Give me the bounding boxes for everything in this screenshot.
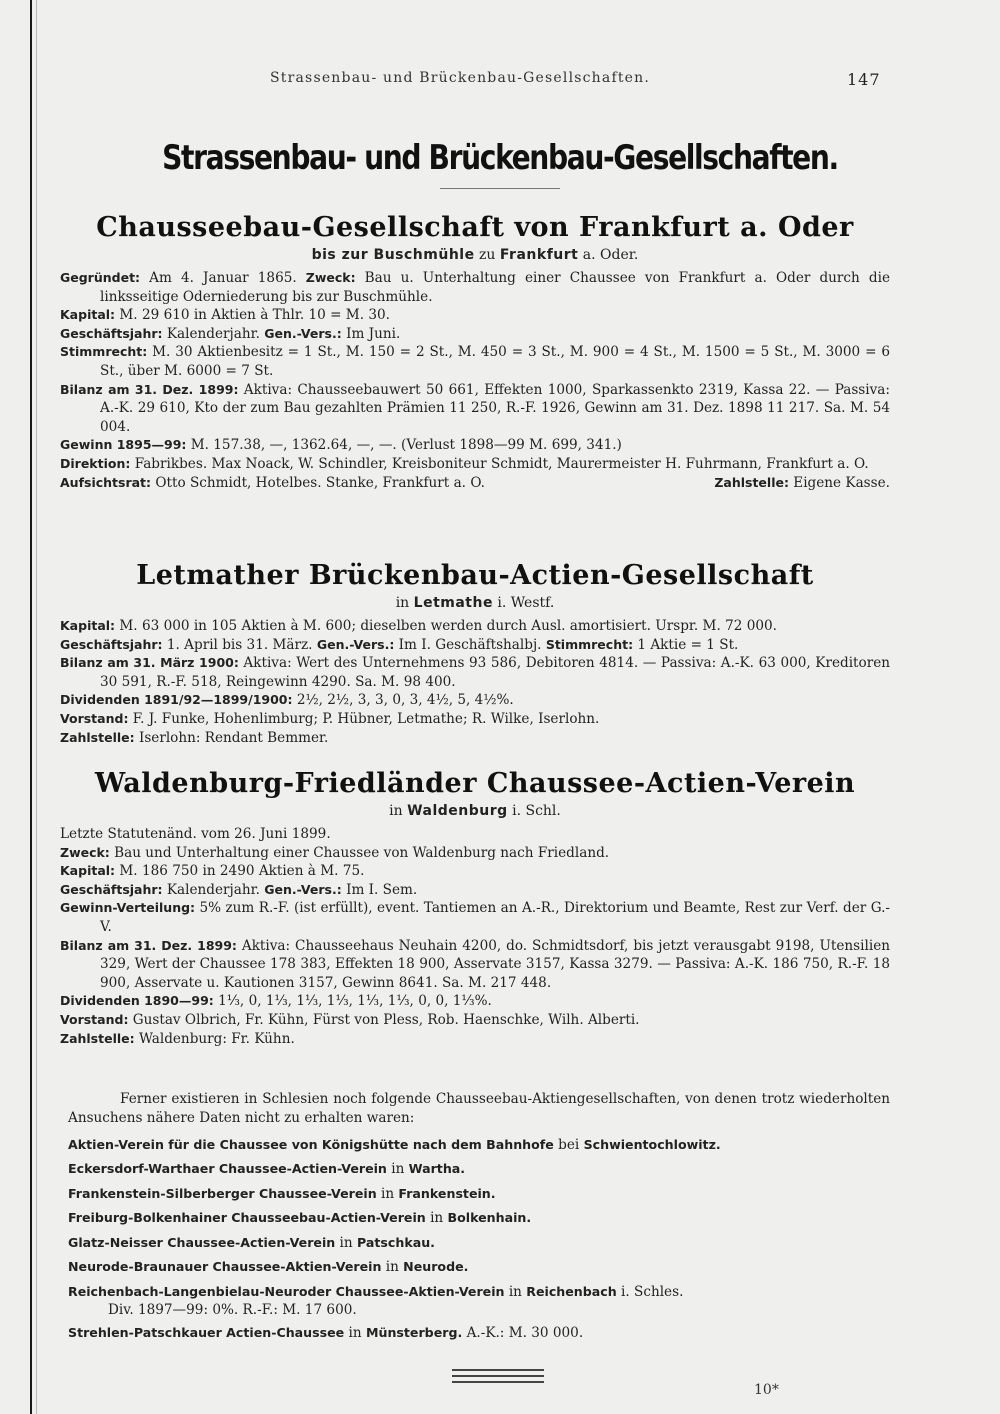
entry-stimmrecht: Stimmrecht: M. 30 Aktienbesitz = 1 St., M. 150 = 2 St., M. 450 = 3 St., M. 900 = 4 St., M. 1500 = 5 St., M. 3000 = 6 St., über M. 6000 = 7 St. xyxy=(60,344,890,379)
company-title: Letmather Brückenbau-Actien-Gesellschaft xyxy=(136,560,814,591)
subtitle-route: bis zur Buschmühle xyxy=(311,247,475,263)
entry-bilanz: Bilanz am 31. Dez. 1899: Aktiva: Chausseebauwert 50 661, Effekten 1000, Sparkassenkto 2319, Kassa 22. — Passiva: A.-K. 29 610, Kto der zum Bau gezahlten Prämien 11 250, R.-F. 1926, Gewinn am 31. Dez. 1898 11 217. Sa. M. 54 004. xyxy=(60,381,890,435)
company-subtitle xyxy=(60,803,890,819)
subtitle-prefix: in xyxy=(389,803,408,819)
entry-kapital: Kapital: M. 186 750 in 2490 Aktien à M. 75. xyxy=(60,863,365,880)
signature-mark: 10* xyxy=(754,1382,779,1398)
entry-statutenaend: Letzte Statutenänd. vom 26. Juni 1899. xyxy=(60,826,331,842)
list-item: Freiburg-Bolkenhainer Chausseebau-Actien-Verein in Bolkenhain. xyxy=(68,1210,532,1227)
list-item: Strehlen-Patschkauer Actien-Chaussee in Münsterberg. A.-K.: M. 30 000. xyxy=(68,1325,584,1342)
company-title: Chausseebau-Gesellschaft von Frankfurt a. Oder xyxy=(96,212,854,243)
entry-vorstand: Vorstand: Gustav Olbrich, Fr. Kühn, Fürst von Pless, Rob. Haenschke, Wilh. Alberti. xyxy=(60,1011,640,1028)
page-edge-line xyxy=(30,0,32,1414)
entry-gegruendet: Gegründet: Am 4. Januar 1865. Zweck: Bau u. Unterhaltung einer Chaussee von Frankfurt a. Oder durch die linksseitige Oderniederung bis zur Buschmühle. xyxy=(60,270,890,305)
subtitle-prefix: in xyxy=(395,595,414,611)
main-title: Strassenbau- und Brückenbau-Gesellschaften. xyxy=(162,138,838,178)
entry-dividenden: Dividenden 1890—99: 1⅓, 0, 1⅓, 1⅓, 1⅓, 1⅓, 1⅓, 0, 0, 1⅓%. xyxy=(60,993,492,1010)
entry-aufsichtsrat: Aufsichtsrat: Otto Schmidt, Hotelbes. Stanke, Frankfurt a. O. Zahlstelle: Eigene Kasse. xyxy=(60,474,890,491)
entry-zahlstelle: Zahlstelle: Iserlohn: Rendant Bemmer. xyxy=(60,729,329,746)
entry-geschaeftsjahr: Geschäftsjahr: Kalenderjahr. Gen.-Vers.: Im Juni. xyxy=(60,325,401,342)
page-number: 147 xyxy=(847,70,881,89)
entry-gewinn-verteilung: Gewinn-Verteilung: 5% zum R.-F. (ist erfüllt), event. Tantiemen an A.-R., Direktorium und Beamte, Rest zur Verf. der G.-V. xyxy=(60,900,890,935)
company-section-waldenburg xyxy=(60,768,890,1048)
running-head: Strassenbau- und Brückenbau-Gesellschaften. xyxy=(270,70,650,86)
subtitle-location: Frankfurt xyxy=(499,247,579,263)
intro-paragraph: Ferner existieren in Schlesien noch folgende Chausseebau-Aktiengesellschaften, von denen trotz wiederholten Ansuchens nähere Daten nicht zu erhalten waren: xyxy=(68,1091,890,1126)
entry-bilanz: Bilanz am 31. März 1900: Aktiva: Wert des Unternehmens 93 586, Debitoren 4814. — Passiva: A.-K. 63 000, Kreditoren 30 591, R.-F. 518, Reingewinn 4290. Sa. M. 98 400. xyxy=(60,655,890,690)
entry-dividenden: Dividenden 1891/92—1899/1900: 2½, 2½, 3, 3, 0, 3, 4½, 5, 4½%. xyxy=(60,692,514,709)
subtitle-connector: zu xyxy=(474,247,500,263)
entry-direktion: Direktion: Fabrikbes. Max Noack, W. Schindler, Kreisboniteur Schmidt, Maurermeister H. Fuhrmann, Frankfurt a. O. xyxy=(60,455,869,472)
entry-kapital: Kapital: M. 29 610 in Aktien à Thlr. 10 = M. 30. xyxy=(60,307,390,324)
subtitle-location: Waldenburg xyxy=(407,803,508,819)
title-rule xyxy=(440,188,560,189)
subtitle-end: i. Westf. xyxy=(492,595,555,611)
entry-vorstand: Vorstand: F. J. Funke, Hohenlimburg; P. Hübner, Letmathe; R. Wilke, Iserlohn. xyxy=(60,710,600,727)
list-item: Frankenstein-Silberberger Chaussee-Verein in Frankenstein. xyxy=(68,1185,496,1202)
list-item: Eckersdorf-Warthaer Chaussee-Actien-Verein in Wartha. xyxy=(68,1161,466,1178)
list-item: Neurode-Braunauer Chaussee-Aktien-Verein in Neurode. xyxy=(68,1259,469,1276)
entry-gewinn: Gewinn 1895—99: M. 157.38, —, 1362.64, —, —. (Verlust 1898—99 M. 699, 341.) xyxy=(60,437,622,454)
list-item: Aktien-Verein für die Chaussee von Königshütte nach dem Bahnhofe bei Schwientochlowitz. xyxy=(68,1137,721,1153)
entry-bilanz: Bilanz am 31. Dez. 1899: Aktiva: Chausseehaus Neuhain 4200, do. Schmidtsdorf, bis jetzt verausgabt 9198, Utensilien 329, Wert der Chaussee 178 383, Effekten 18 900, Asservate 3157, Kassa 3279. — Passiva: A.-K. 186 750, R.-F. 18 900, Asservate u. Kautionen 3157, Gewinn 8641. Sa. M. 217 448. xyxy=(60,937,890,991)
company-section-letmathe xyxy=(60,560,890,747)
end-ornament xyxy=(452,1368,544,1384)
entry-kapital: Kapital: M. 63 000 in 105 Aktien à M. 600; dieselben werden durch Ausl. amortisiert. Urspr. M. 72 000. xyxy=(60,618,777,634)
entry-geschaeftsjahr: Geschäftsjahr: Kalenderjahr. Gen.-Vers.: Im I. Sem. xyxy=(60,881,418,898)
company-title: Waldenburg-Friedländer Chaussee-Actien-Verein xyxy=(94,768,856,799)
subtitle-location: Letmathe xyxy=(413,595,493,611)
company-subtitle xyxy=(60,595,890,611)
page-edge-shadow xyxy=(36,0,37,1414)
other-companies-list xyxy=(68,1133,898,1346)
subtitle-end: a. Oder. xyxy=(578,247,639,263)
entry-zahlstelle: Zahlstelle: Waldenburg: Fr. Kühn. xyxy=(60,1030,295,1047)
list-item-detail: Div. 1897—99: 0%. R.-F.: M. 17 600. xyxy=(108,1302,357,1319)
company-section-frankfurt xyxy=(60,212,890,492)
subtitle-end: i. Schl. xyxy=(507,803,561,819)
entry-geschaeftsjahr: Geschäftsjahr: 1. April bis 31. März. Gen.-Vers.: Im I. Geschäftshalbj. Stimmrecht: 1 Aktie = 1 St. xyxy=(60,636,739,653)
list-item: Reichenbach-Langenbielau-Neuroder Chaussee-Aktien-Verein in Reichenbach i. Schles. xyxy=(68,1284,684,1301)
list-item: Glatz-Neisser Chaussee-Actien-Verein in Patschkau. xyxy=(68,1234,435,1251)
entry-zweck: Zweck: Bau und Unterhaltung einer Chaussee von Waldenburg nach Friedland. xyxy=(60,844,610,861)
company-subtitle xyxy=(60,247,890,263)
